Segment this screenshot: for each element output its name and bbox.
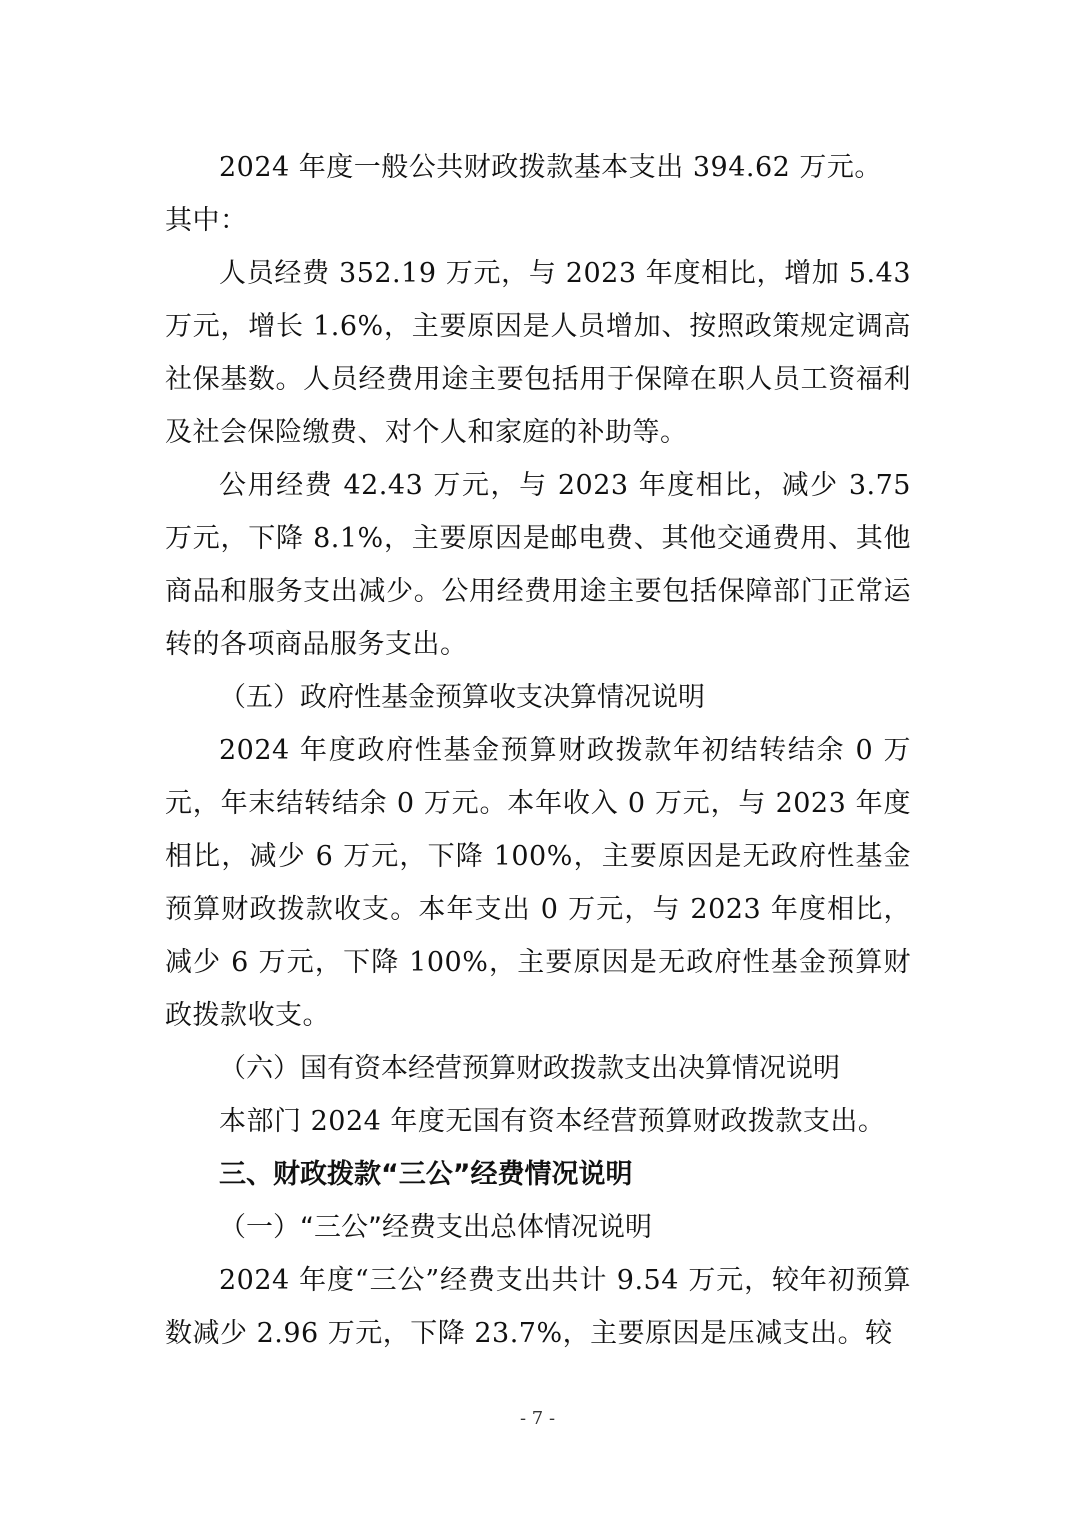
- paragraph-state-capital: 本部门 2024 年度无国有资本经营预算财政拨款支出。: [219, 1106, 886, 1137]
- heading-state-capital: （六）国有资本经营预算财政拨款支出决算情况说明: [219, 1053, 840, 1084]
- paragraph-public-expenses: 公用经费 42.43 万元，与 2023 年度相比，减少 3.75 万元，下降 8.1%，主要原因是邮电费、其他交通费用、其他商品和服务支出减少。公用经费用途主要包括保障部门正常运转的各项商品服务支出。: [165, 470, 911, 660]
- paragraph-basic-expenditure: 2024 年度一般公共财政拨款基本支出 394.62 万元。: [219, 152, 882, 183]
- paragraph-government-fund: 2024 年度政府性基金预算财政拨款年初结转结余 0 万元，年末结转结余 0 万元。本年收入 0 万元，与 2023 年度相比，减少 6 万元，下降 100%，主要原因是无政府性基金预算财政拨款收支。本年支出 0 万元，与 2023 年度相比，减少 6 万元，下降 100%，主要原因是无政府性基金预算财政拨款收支。: [165, 735, 911, 1031]
- page-number: - 7 -: [519, 1408, 556, 1429]
- page-content: [165, 141, 911, 1360]
- paragraph-among-them: 其中：: [165, 205, 248, 236]
- heading-three-public: 三、财政拨款“三公”经费情况说明: [219, 1159, 633, 1190]
- paragraph-personnel-expenses: 人员经费 352.19 万元，与 2023 年度相比，增加 5.43 万元，增长 1.6%，主要原因是人员增加、按照政策规定调高社保基数。人员经费用途主要包括用于保障在职人员工资福利及社会保险缴费、对个人和家庭的补助等。: [165, 258, 911, 448]
- heading-government-fund: （五）政府性基金预算收支决算情况说明: [219, 682, 705, 713]
- paragraph-three-public-total: 2024 年度“三公”经费支出共计 9.54 万元，较年初预算数减少 2.96 万元，下降 23.7%，主要原因是压减支出。较: [165, 1265, 911, 1349]
- heading-three-public-overall: （一）“三公”经费支出总体情况说明: [219, 1212, 652, 1243]
